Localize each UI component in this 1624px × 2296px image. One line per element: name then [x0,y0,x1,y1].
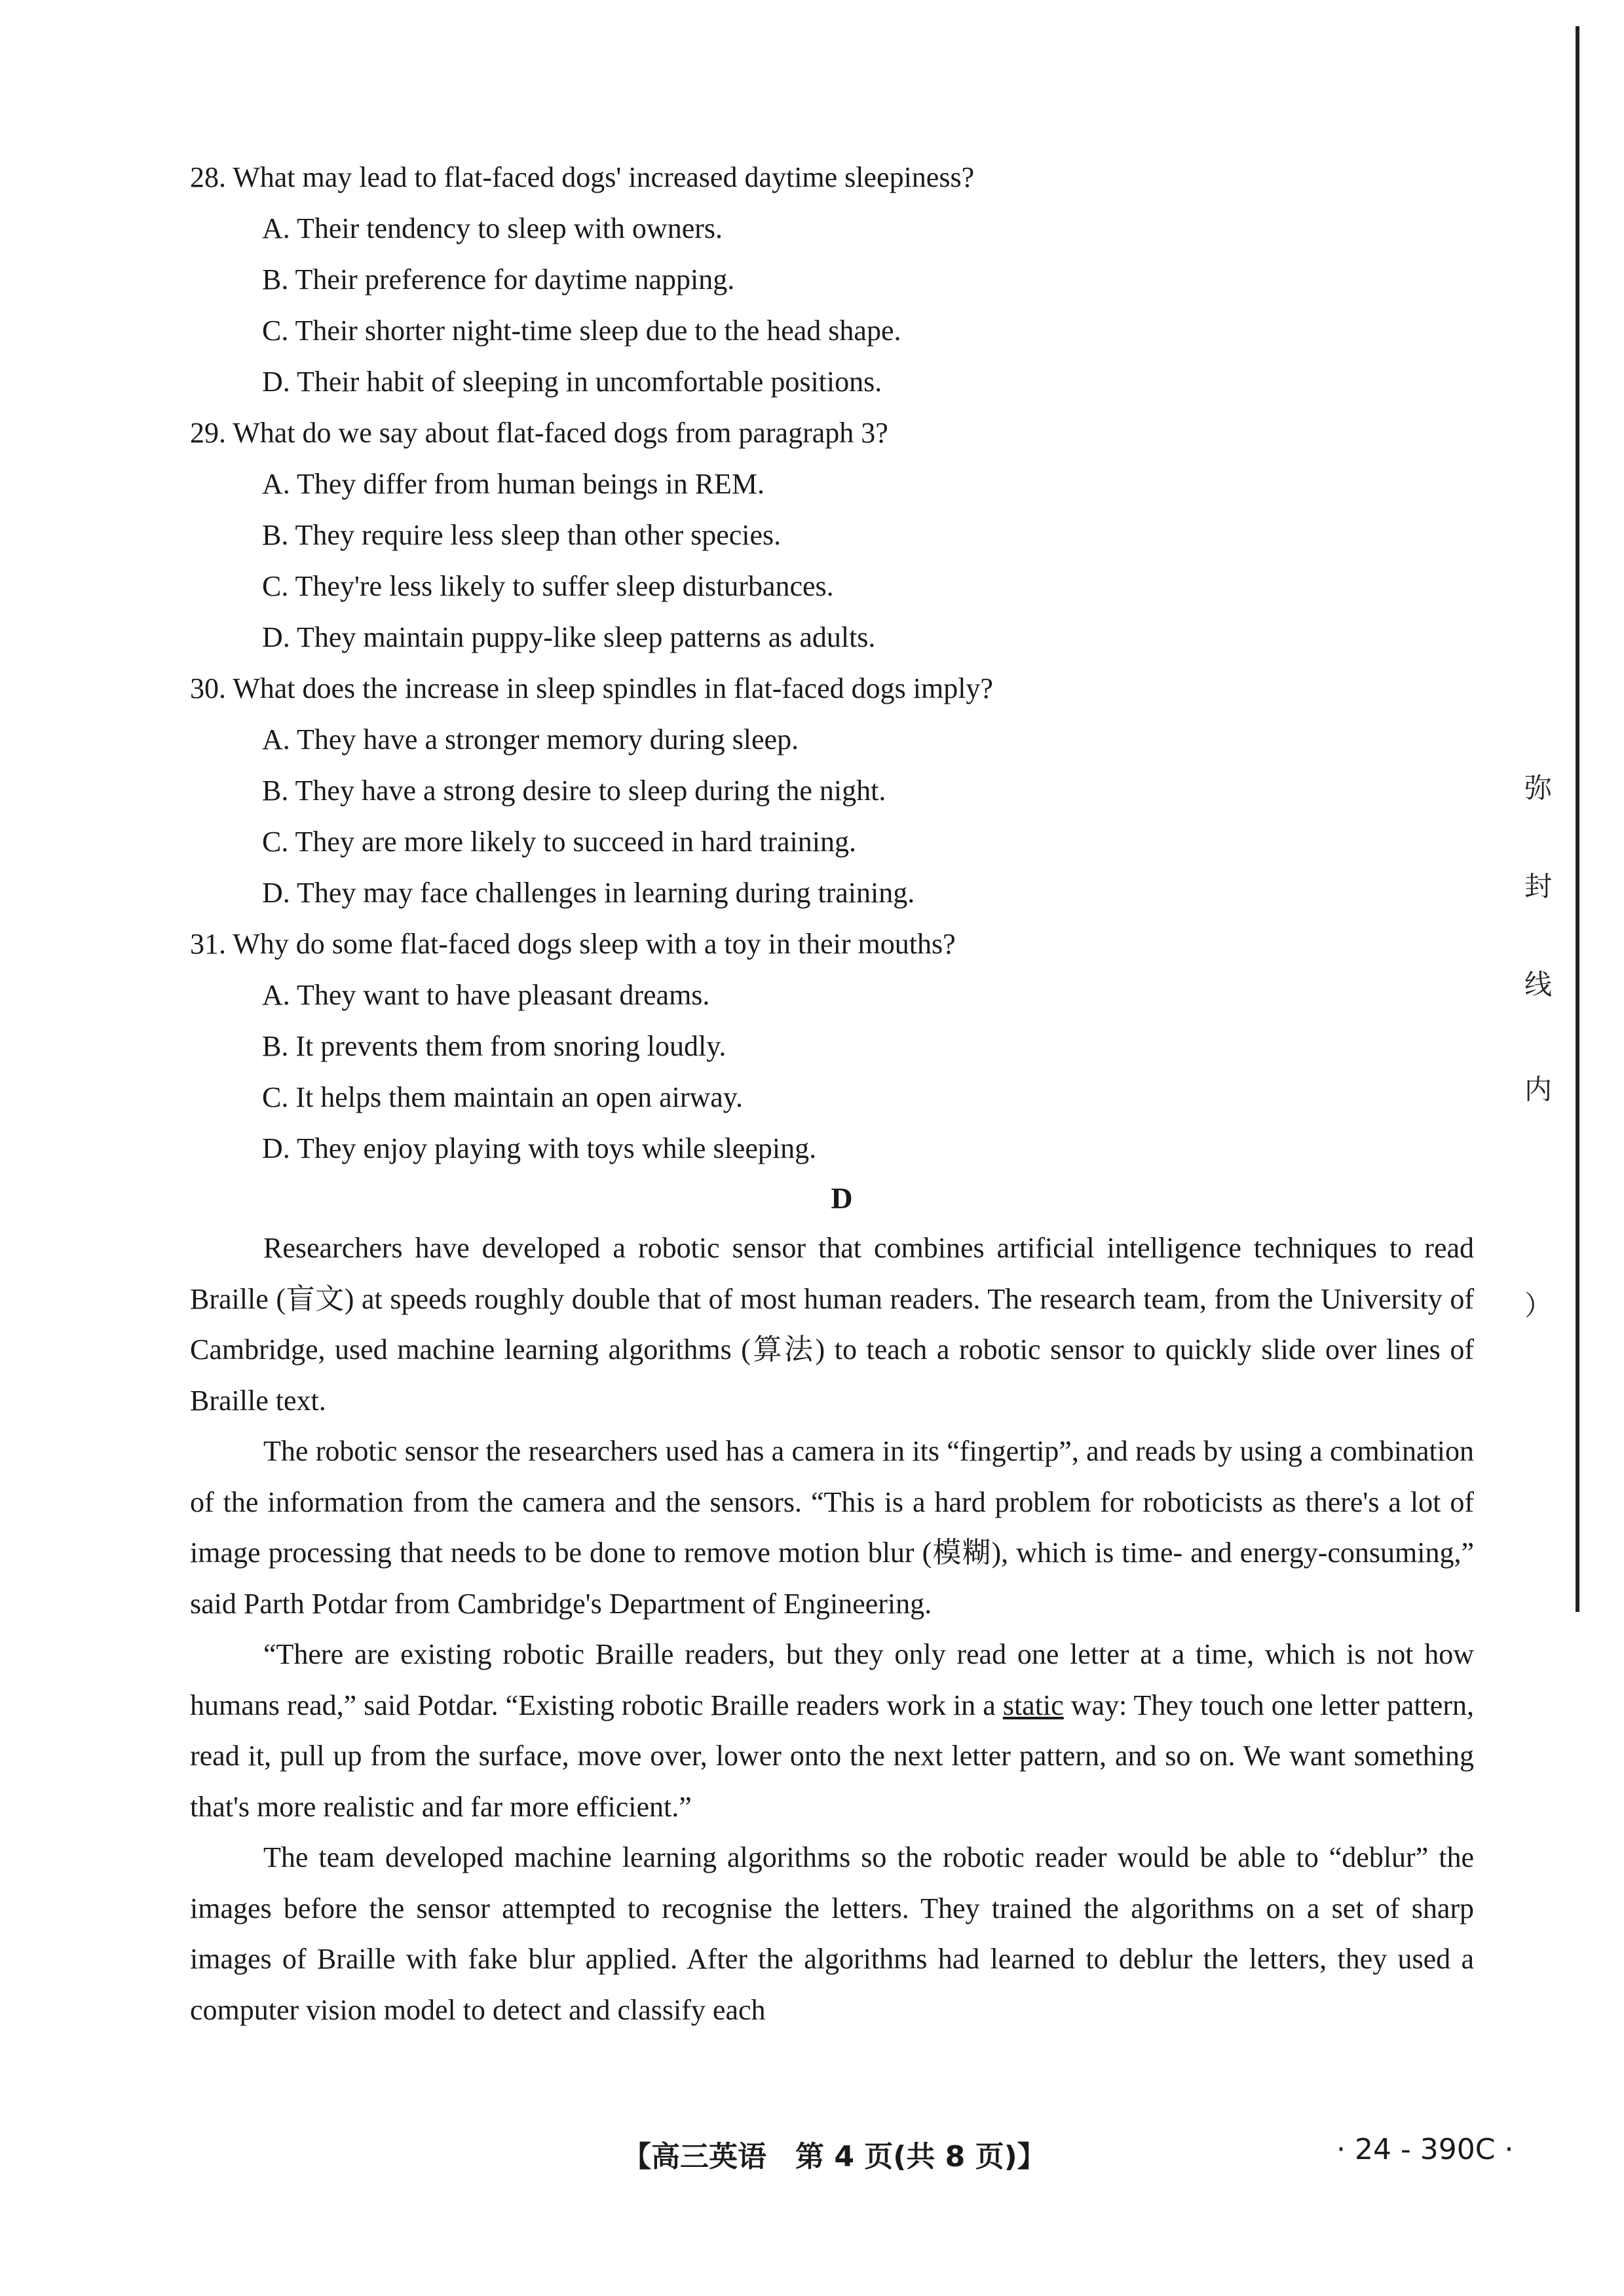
option-d: D. Their habit of sleeping in uncomfortable positions. [262,366,882,398]
passage-paragraph-2: The robotic sensor the researchers used has a camera in its “fingertip”, and reads by using a combination of the information from the camera and the sensors. “This is a hard problem for roboticists as there's a lot of image processing that needs to be done to remove motion blur (模糊), which is time- and energy-consuming,” said Parth Potdar from Cambridge's Department of Engineering. [190,1435,1474,1620]
underlined-word: static [1002,1689,1064,1721]
question-28 [190,152,1474,408]
option-c: C. Their shorter night-time sleep due to the head shape. [262,315,901,347]
paragraph-text: “There are existing robotic Braille readers, but they only read one letter at a time, which is not how humans read,” said Potdar. “Existing robotic Braille readers work in a [190,1638,1474,1721]
question-stem: 29. What do we say about flat-faced dogs from paragraph 3? [190,417,888,449]
option-b: B. They have a strong desire to sleep during the night. [262,775,886,807]
option-a: A. Their tendency to sleep with owners. [262,212,723,244]
page-footer-title: 【高三英语 第 4 页(共 8 页)】 [622,2140,1046,2173]
option-c: C. They are more likely to succeed in hard training. [262,826,857,858]
binding-char: ） [1524,1290,1552,1322]
option-b: B. They require less sleep than other species. [262,519,782,551]
section-heading: D [831,1181,853,1215]
question-stem: 28. What may lead to flat-faced dogs' increased daytime sleepiness? [190,161,975,193]
option-a: A. They want to have pleasant dreams. [262,979,710,1011]
passage-paragraph-1: Researchers have developed a robotic sensor that combines artificial intelligence techniques to read Braille (盲文) at speeds roughly double that of most human readers. The research team, from the University of Cambridge, used machine learning algorithms (算法) to teach a robotic sensor to quickly slide over lines of Braille text. [190,1232,1474,1417]
page-footer-code: · 24 - 390C · [1336,2133,1514,2166]
option-a: A. They have a stronger memory during sleep. [262,723,799,756]
option-a: A. They differ from human beings in REM. [262,468,765,500]
binding-char: 封 [1524,870,1552,902]
option-d: D. They may face challenges in learning during training. [262,877,915,909]
option-d: D. They maintain puppy-like sleep patterns as adults. [262,621,876,653]
passage-paragraph-4: The team developed machine learning algorithms so the robotic reader would be able to “deblur” the images before the sensor attempted to recognise the letters. They trained the algorithms on a set of sharp images of Braille with fake blur applied. After the algorithms had learned to deblur the letters, they used a computer vision model to detect and classify each [190,1841,1474,2026]
question-31 [190,919,1474,1174]
question-29 [190,408,1474,663]
question-30 [190,663,1474,919]
option-b: B. It prevents them from snoring loudly. [262,1030,727,1062]
binding-char: 线 [1524,968,1552,1001]
binding-char: 内 [1524,1073,1552,1105]
passage-paragraph-3 [190,1629,1474,1832]
binding-line [1576,26,1579,1612]
exam-content [190,152,1474,2035]
option-c: C. It helps them maintain an open airway. [262,1081,743,1113]
option-b: B. Their preference for daytime napping. [262,263,735,296]
question-stem: 30. What does the increase in sleep spindles in flat-faced dogs imply? [190,672,993,704]
option-d: D. They enjoy playing with toys while sleeping. [262,1132,817,1164]
question-stem: 31. Why do some flat-faced dogs sleep with a toy in their mouths? [190,928,956,960]
binding-char: 弥 [1524,772,1552,804]
option-c: C. They're less likely to suffer sleep disturbances. [262,570,834,602]
paragraph-text: way: They touch one letter pattern, read it, pull up from the surface, move over, lower onto the next letter pattern, and so on. We want something that's more realistic and far more efficient.” [190,1689,1474,1823]
